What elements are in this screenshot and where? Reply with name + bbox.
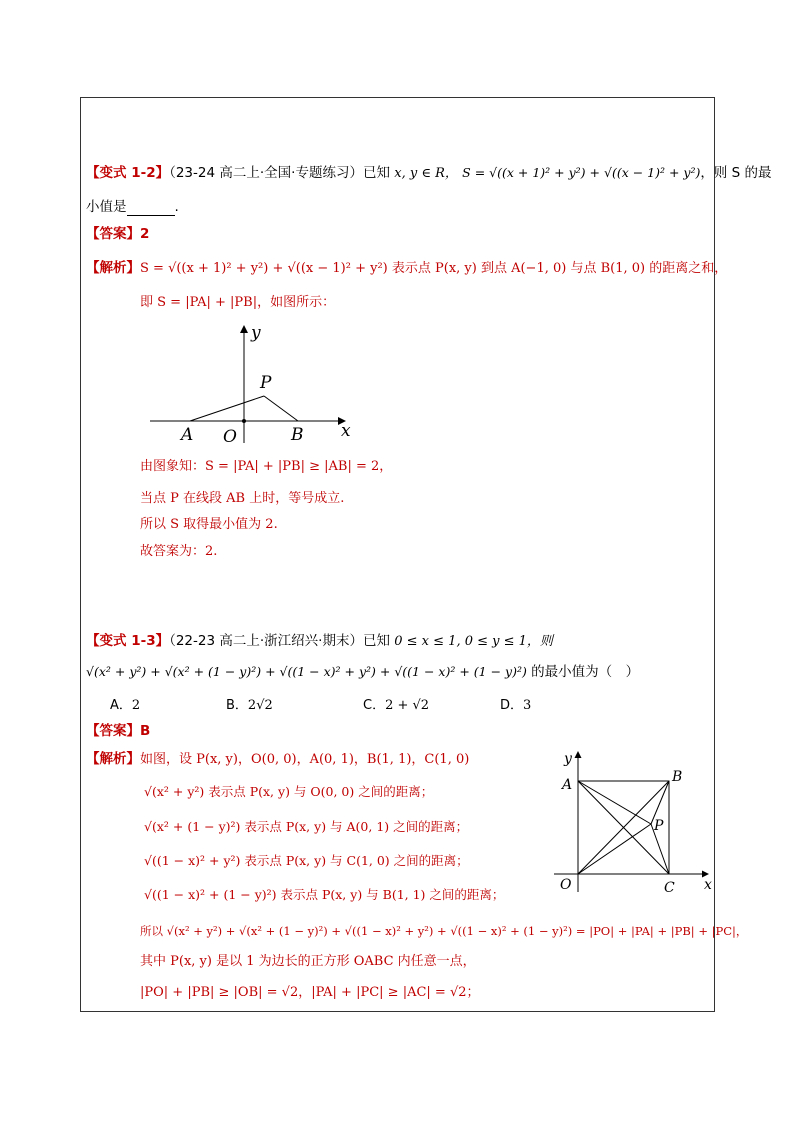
q1-stem-line2 — [86, 198, 179, 216]
option-d[interactable]: D．3 — [500, 698, 532, 713]
q1-step-1: 由图象知：S = |PA| + |PB| ≥ |AB| = 2， — [140, 459, 393, 474]
q1-stem-line2-end: . — [174, 199, 179, 215]
option-a[interactable]: A．2 — [110, 698, 141, 713]
q2-line-4: √((1 − x)² + (1 − y)²) 表示点 P(x, y) 与 B(1, 1) 之间的距离； — [144, 887, 505, 902]
q1-analysis-line2: 即 S = |PA| + |PB|，如图所示： — [140, 295, 336, 310]
q2-source: （22-23 高二上·浙江绍兴·期末） — [169, 633, 363, 649]
q2-stem-prefix: 已知 — [362, 633, 390, 649]
origin-dot — [242, 419, 246, 423]
point-b-label: B — [672, 769, 683, 785]
q2-line-5: 所以 √(x² + y²) + √(x² + (1 − y)²) + √((1 − x)² + y²) + √((1 − x)² + (1 − y)²) = |PO| + |PA| + |PB| + |PC|， — [140, 924, 748, 938]
q1-stem-line1 — [86, 164, 772, 183]
q1-tag: 【变式 1-2】 — [86, 165, 170, 181]
x-label: x — [704, 877, 712, 893]
point-b-label: B — [291, 425, 304, 445]
q1-graph — [145, 318, 365, 448]
segment-pa — [190, 396, 264, 421]
q1-stem-prefix: 已知 — [362, 165, 390, 181]
q1-analysis-label: 【解析】 — [86, 260, 140, 276]
answer-blank — [127, 201, 175, 216]
q2-condition: 0 ≤ x ≤ 1, 0 ≤ y ≤ 1，则 — [394, 634, 553, 649]
q1-answer-value: 2 — [140, 226, 150, 242]
q1-step-3: 所以 S 取得最小值为 2. — [140, 517, 278, 532]
option-c[interactable]: C．2 + √2 — [363, 698, 430, 713]
point-a-label: A — [181, 425, 194, 445]
q2-graph — [548, 744, 716, 900]
segment-pb — [264, 396, 298, 421]
q2-expression-suffix: 的最小值为（ ） — [531, 664, 640, 680]
point-a-label: A — [562, 777, 573, 793]
q1-source: （23-24 高二上·全国·专题练习） — [169, 165, 363, 181]
q2-line-3: √((1 − x)² + y²) 表示点 P(x, y) 与 C(1, 0) 之间的距离； — [144, 853, 469, 868]
q1-step-4: 故答案为：2. — [140, 544, 218, 559]
y-label: y — [564, 751, 572, 767]
q2-stem-line1 — [86, 632, 553, 651]
q2-analysis-row — [86, 750, 469, 769]
point-p-label: P — [260, 373, 272, 393]
q1-formula: S = √((x + 1)² + y²) + √((x − 1)² + y²) — [462, 165, 701, 180]
option-b[interactable]: B．2√2 — [226, 698, 273, 713]
q2-answer-label: 【答案】 — [86, 723, 140, 739]
q1-answer-row — [86, 225, 149, 243]
segment-po — [578, 824, 651, 874]
q2-tag: 【变式 1-3】 — [86, 633, 170, 649]
q2-analysis-line1: 如图，设 P(x, y)，O(0, 0)，A(0, 1)，B(1, 1)，C(1, 0) — [140, 752, 470, 767]
q1-condition: x, y ∈ R， — [394, 166, 458, 181]
q1-answer-label: 【答案】 — [86, 226, 140, 242]
q1-analysis-row — [86, 259, 727, 278]
point-p-label: P — [654, 818, 664, 834]
q1-stem-suffix: ，则 S 的最 — [700, 165, 772, 181]
q1-step-2: 当点 P 在线段 AB 上时，等号成立. — [140, 491, 345, 506]
q2-expression: √(x² + y²) + √(x² + (1 − y)²) + √((1 − x)² + y²) + √((1 − x)² + (1 − y)²) — [86, 664, 527, 679]
q2-line-1: √(x² + y²) 表示点 P(x, y) 与 O(0, 0) 之间的距离； — [144, 784, 434, 799]
q2-line-7: |PO| + |PB| ≥ |OB| = √2，|PA| + |PC| ≥ |AC| = √2； — [140, 985, 480, 1000]
q2-line-2: √(x² + (1 − y)²) 表示点 P(x, y) 与 A(0, 1) 之间的距离； — [144, 819, 469, 834]
segment-pa — [578, 781, 651, 824]
origin-label: O — [223, 427, 237, 447]
q2-answer-value: B — [140, 723, 151, 739]
origin-label: O — [560, 877, 572, 893]
q2-line-6: 其中 P(x, y) 是以 1 为边长的正方形 OABC 内任意一点， — [140, 954, 476, 969]
y-label: y — [251, 323, 261, 343]
point-c-label: C — [664, 880, 675, 896]
x-label: x — [341, 421, 351, 441]
q2-stem-line2 — [86, 663, 639, 681]
q1-analysis-line1: S = √((x + 1)² + y²) + √((x − 1)² + y²) 表示点 P(x, y) 到点 A(−1, 0) 与点 B(1, 0) 的距离之和， — [140, 261, 728, 276]
q2-analysis-label: 【解析】 — [86, 751, 140, 767]
q1-stem-line2-text: 小值是 — [86, 199, 127, 215]
q2-answer-row — [86, 722, 150, 740]
